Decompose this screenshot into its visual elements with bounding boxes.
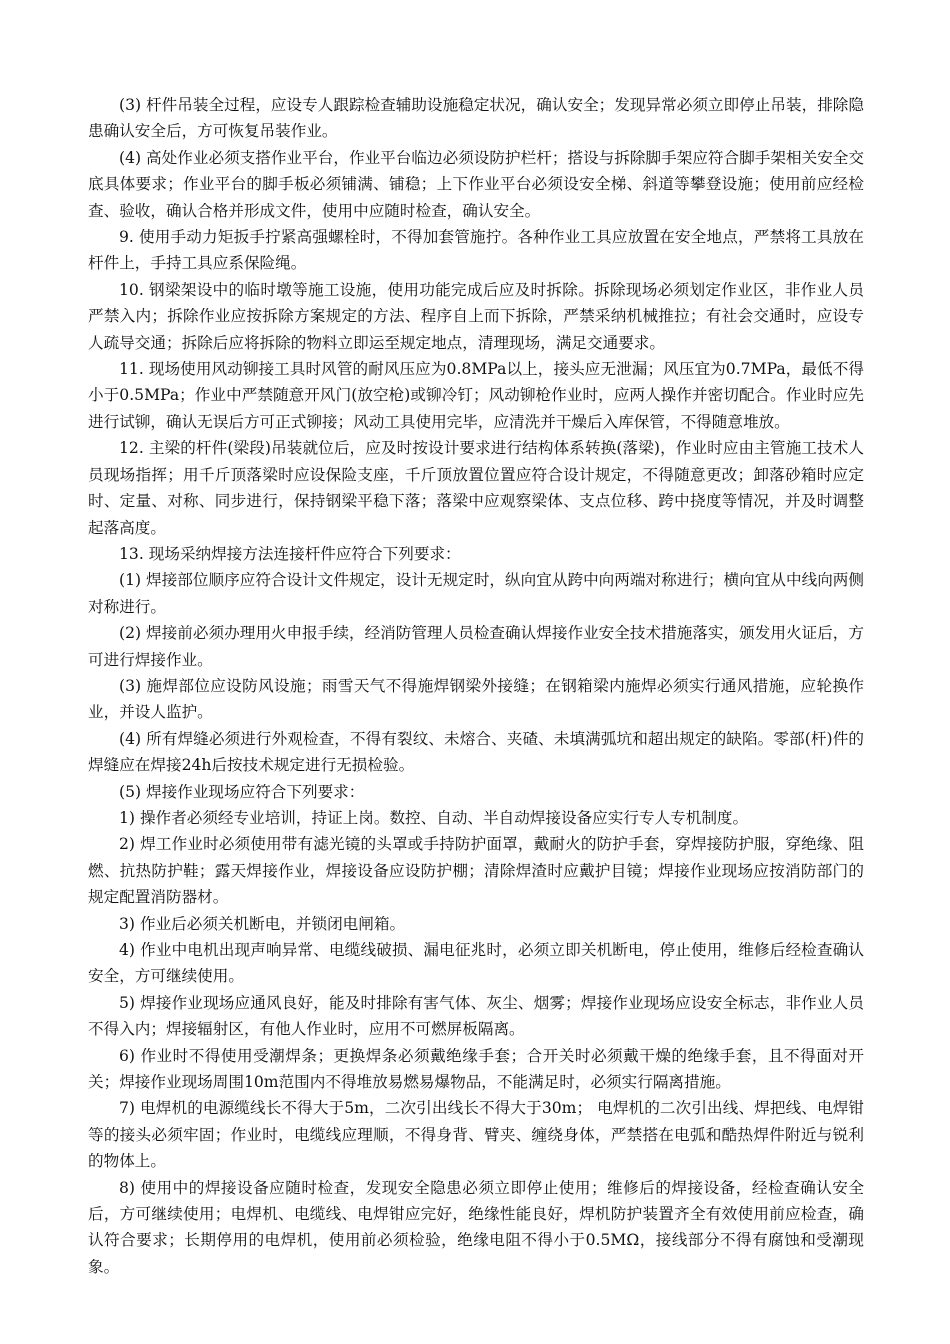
paragraph-12-beam-lowering: 12. 主梁的杆件(梁段)吊装就位后，应及时按设计要求进行结构体系转换(落梁)，作业时应由主管施工技术人员现场指挥；用千斤顶落梁时应设保险支座，千斤顶放置位置应符合设计规定，不得随意更改；卸落砂箱时应定时、定量、对称、同步进行，保持钢梁平稳下落；落梁中应观察梁体、支点位移、跨中挠度等情况，并及时调整起落高度。 <box>88 439 864 537</box>
site-requirement-6-electrodes: 6) 作业时不得使用受潮焊条；更换焊条必须戴绝缘手套；合开关时必须戴干燥的绝缘手套，且不得面对开关；焊接作业现场周围10m范围内不得堆放易燃易爆物品，不能满足时，必须实行隔离措施。 <box>88 1046 864 1092</box>
site-requirement-3-power-off: 3) 作业后必须关机断电，并锁闭电闸箱。 <box>119 914 406 933</box>
paragraph-9-torque-wrench: 9. 使用手动力矩扳手拧紧高强螺栓时，不得加套管施拧。各种作业工具应放置在安全地点，严禁将工具放在杆件上，手持工具应系保险绳。 <box>88 228 864 273</box>
welding-item-1-sequence: (1) 焊接部位顺序应符合设计文件规定，设计无规定时，纵向宜从跨中向两端对称进行；横向宜从中线向两侧对称进行。 <box>88 571 864 616</box>
paragraph-13-welding-requirements: 13. 现场采纳焊接方法连接杆件应符合下列要求： <box>119 544 461 563</box>
paragraph-3-hoisting-monitoring: (3) 杆件吊装全过程，应设专人跟踪检查辅助设施稳定状况，确认安全；发现异常必须立即停止吊装，排除隐患确认安全后，方可恢复吊装作业。 <box>88 96 864 141</box>
site-requirement-8-equipment-check: 8) 使用中的焊接设备应随时检查，发现安全隐患必须立即停止使用；维修后的焊接设备，经检查确认安全后，方可继续使用；电焊机、电缆线、电焊钳应完好，绝缘性能良好，焊机防护装置齐全有效使用前应检查，确认符合要求；长期停用的电焊机，使用前必须检验，绝缘电阻不得小于0.5MΩ，接线部分不得有腐蚀和受潮现象。 <box>88 1178 864 1276</box>
paragraph-4-work-platform: (4) 高处作业必须支搭作业平台，作业平台临边必须设防护栏杆；搭设与拆除脚手架应符合脚手架相关安全交底具体要求；作业平台的脚手板必须铺满、铺稳；上下作业平台必须设安全梯、斜道等攀登设施；使用前应经检查、验收，确认合格并形成文件，使用中应随时检查，确认安全。 <box>88 148 864 220</box>
welding-item-3-windproof: (3) 施焊部位应设防风设施；雨雪天气不得施焊钢梁外接缝；在钢箱梁内施焊必须实行通风措施，应轮换作业，并设人监护。 <box>88 676 864 722</box>
site-requirement-7-cable-length: 7) 电焊机的电源缆线长不得大于5m，二次引出线长不得大于30m； 电焊机的二次引出线、焊把线、电焊钳等的接头必须牢固；作业时，电缆线应理顺，不得身背、臂夹、缠绕身体，严禁搭在电弧和酷热焊件附近与锐利的物体上。 <box>88 1099 864 1171</box>
paragraph-10-temporary-pier-removal: 10. 钢梁架设中的临时墩等施工设施，使用功能完成后应及时拆除。拆除现场必须划定作业区，非作业人员严禁入内；拆除作业应按拆除方案规定的方法、程序自上而下拆除，严禁采纳机械推拉；有社会交通时，应设专人疏导交通；拆除后应将拆除的物料立即运至规定地点，清理现场，满足交通要求。 <box>88 280 864 352</box>
document-page <box>88 92 864 1280</box>
site-requirement-4-abnormal-motor: 4) 作业中电机出现声响异常、电缆线破损、漏电征兆时，必须立即关机断电，停止使用，维修后经检查确认安全，方可继续使用。 <box>88 941 864 986</box>
welding-item-5-site-requirements: (5) 焊接作业现场应符合下列要求： <box>119 782 365 801</box>
site-requirement-2-protective-gear: 2) 焊工作业时必须使用带有滤光镜的头罩或手持防护面罩，戴耐火的防护手套，穿焊接防护服，穿绝缘、阻燃、抗热防护鞋；露天焊接作业，焊接设备应设防护棚；清除焊渣时应戴护目镜；焊接作业现场应按消防部门的规定配置消防器材。 <box>88 835 864 907</box>
paragraph-11-pneumatic-riveting: 11. 现场使用风动铆接工具时风管的耐风压应为0.8MPa以上，接头应无泄漏；风压宜为0.7MPa，最低不得小于0.5MPa；作业中严禁随意开风门(放空枪)或铆冷钉；风动铆枪作业时，应两人操作并密切配合。作业时应先进行试铆，确认无误后方可正式铆接；风动工具使用完毕，应清洗并干燥后入库保管，不得随意堆放。 <box>88 360 864 431</box>
site-requirement-1-certification: 1) 操作者必须经专业培训，持证上岗。数控、自动、半自动焊接设备应实行专人专机制度。 <box>119 808 749 827</box>
welding-item-2-fire-permit: (2) 焊接前必须办理用火申报手续，经消防管理人员检查确认焊接作业安全技术措施落实，颁发用火证后，方可进行焊接作业。 <box>88 624 864 669</box>
welding-item-4-inspection: (4) 所有焊缝必须进行外观检查，不得有裂纹、未熔合、夹碴、未填满弧坑和超出规定的缺陷。零部(杆)件的焊缝应在焊接24h后按技术规定进行无损检验。 <box>88 729 864 775</box>
site-requirement-5-ventilation: 5) 焊接作业现场应通风良好，能及时排除有害气体、灰尘、烟雾；焊接作业现场应设安全标志，非作业人员不得入内；焊接辐射区，有他人作业时，应用不可燃屏板隔离。 <box>88 993 864 1039</box>
